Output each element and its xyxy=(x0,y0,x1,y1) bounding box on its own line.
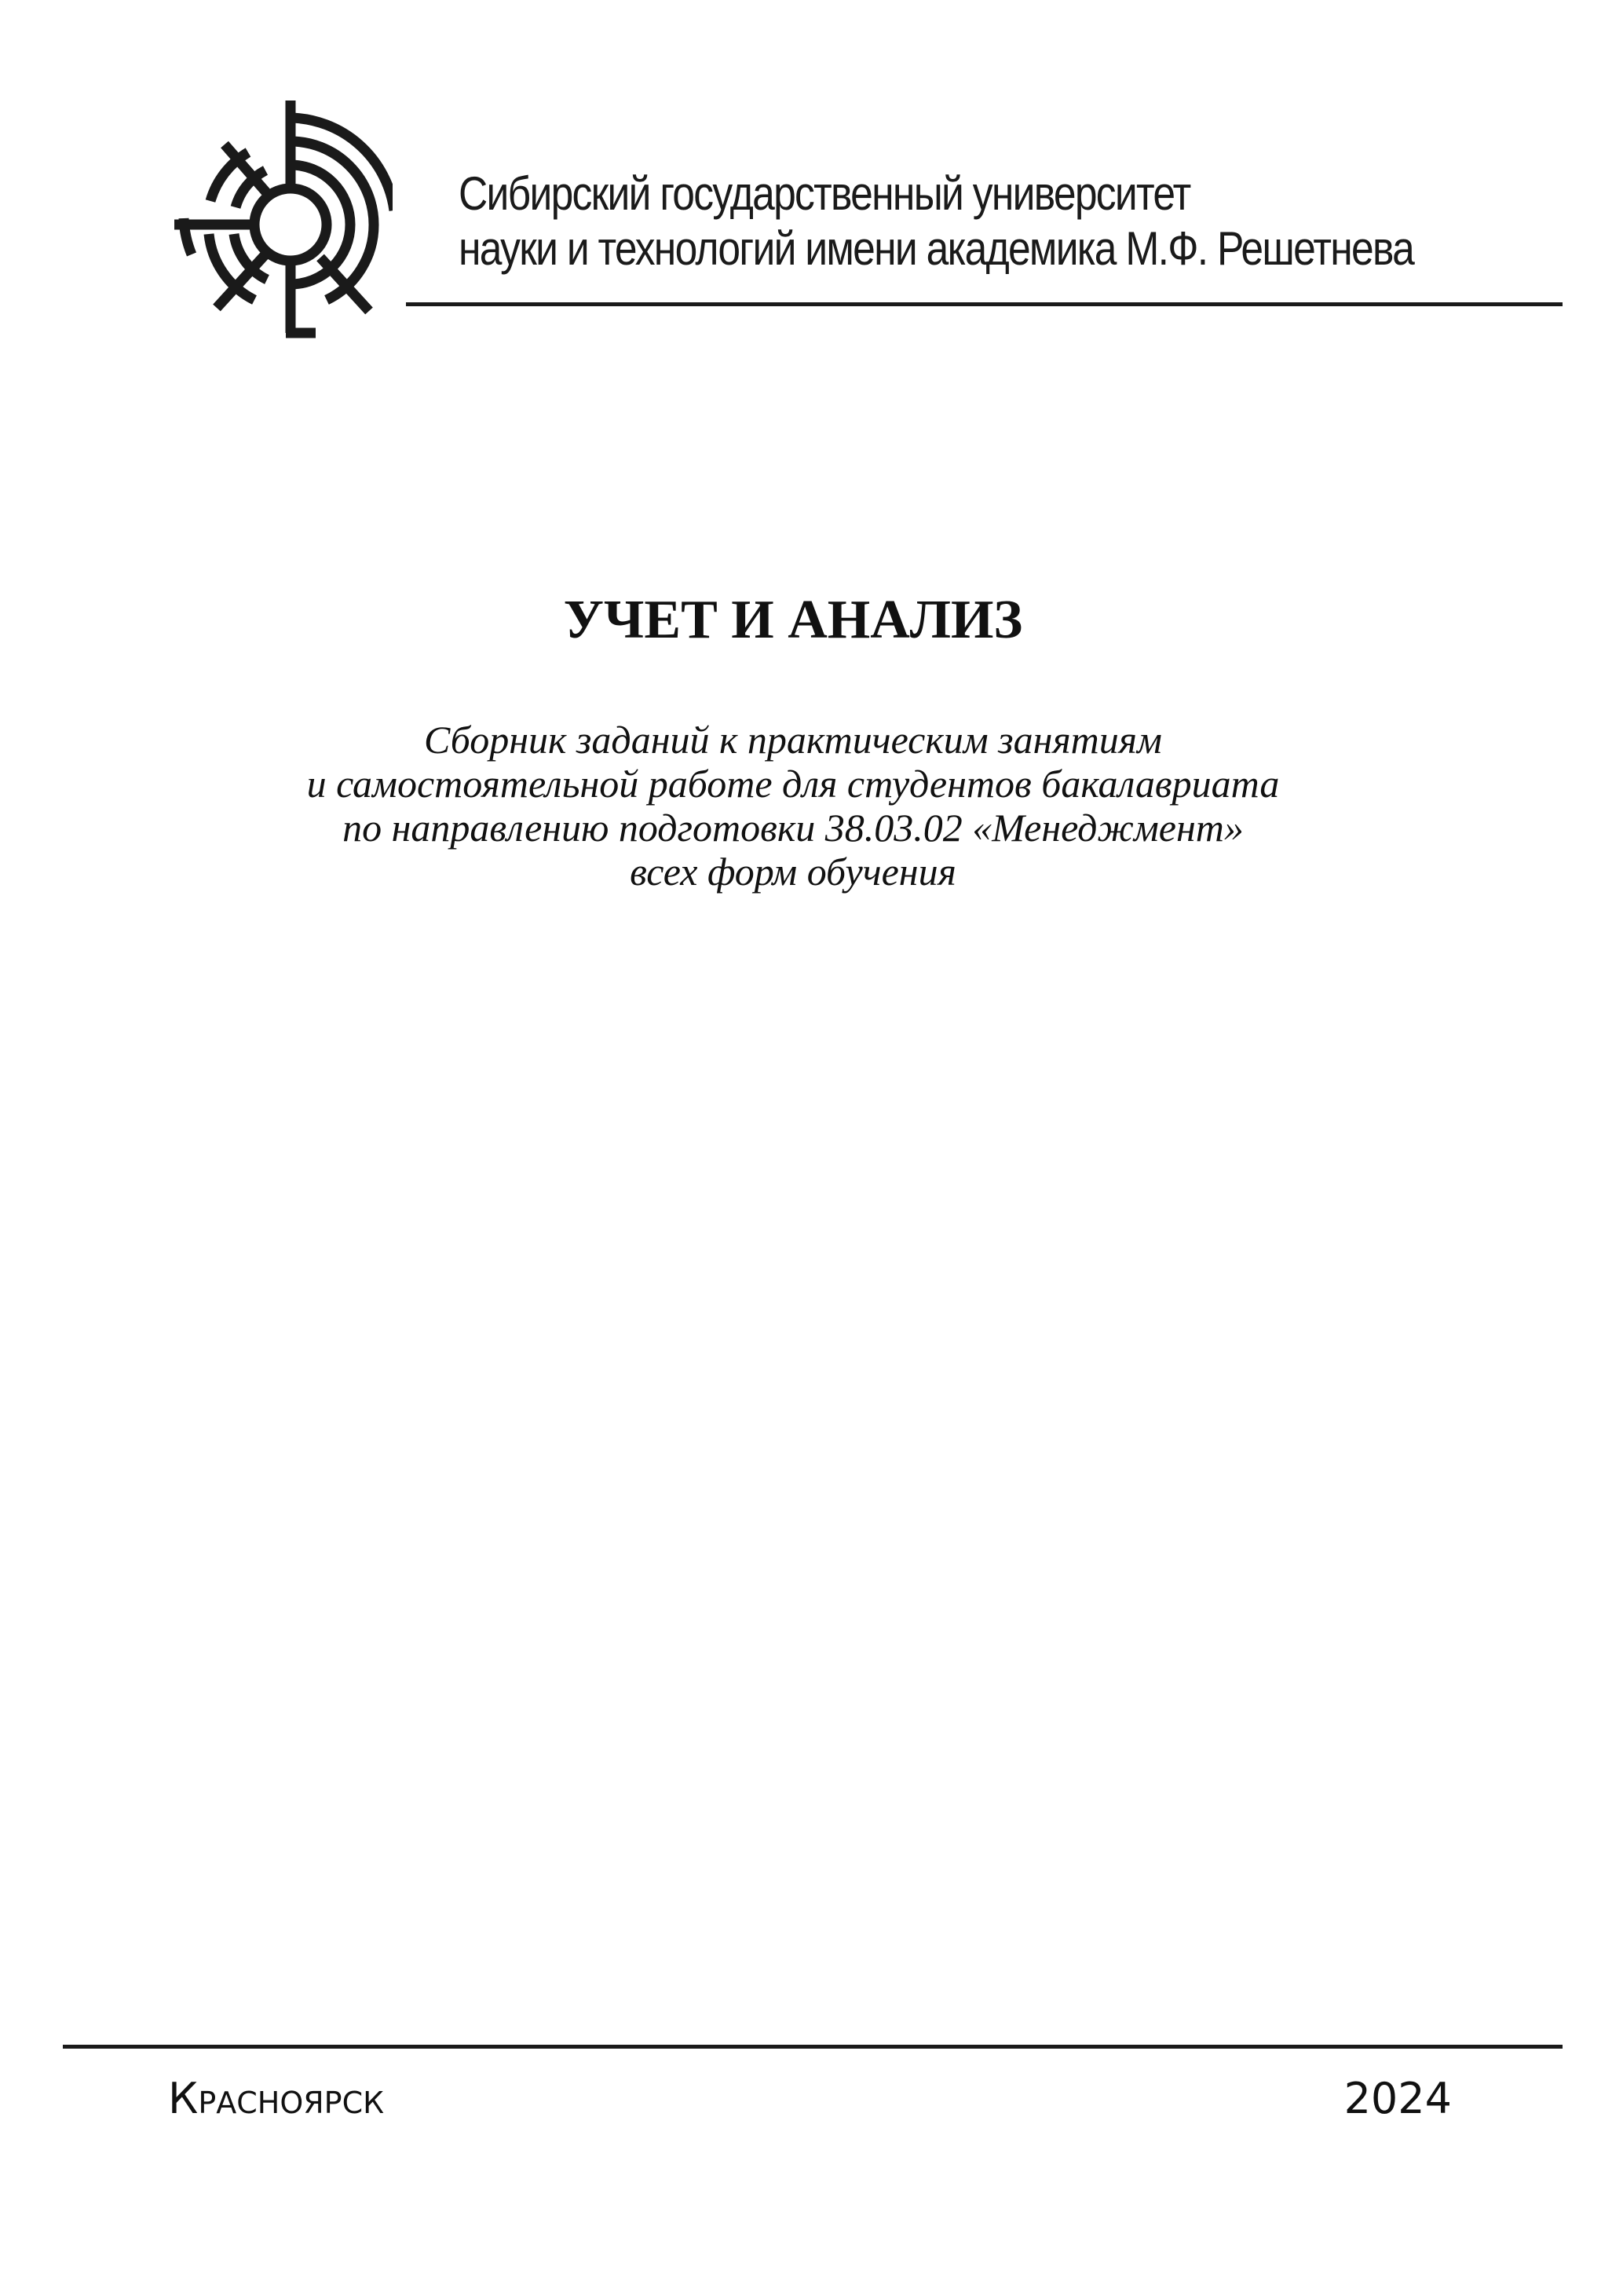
university-name-line1: Сибирский государственный университет xyxy=(459,167,1190,220)
university-name xyxy=(459,166,1413,276)
university-emblem-icon xyxy=(173,101,393,344)
subtitle-line: всех форм обучения xyxy=(630,850,956,894)
footer-divider xyxy=(63,2045,1563,2049)
subtitle-line: Сборник заданий к практическим занятиям xyxy=(424,718,1162,762)
document-title: УЧЕТ И АНАЛИЗ xyxy=(563,590,1023,650)
publication-year: 2024 xyxy=(1343,2074,1452,2123)
subtitle-line: и самостоятельной работе для студентов бакалавриата xyxy=(306,762,1280,806)
subtitle-line: по направлению подготовки 38.03.02 «Менеджмент» xyxy=(342,806,1244,850)
header-divider xyxy=(406,302,1563,306)
document-subtitle xyxy=(0,718,1586,894)
publication-city: Красноярск xyxy=(168,2074,385,2123)
university-name-line2: науки и технологий имени академика М.Ф. Решетнева xyxy=(459,222,1414,275)
